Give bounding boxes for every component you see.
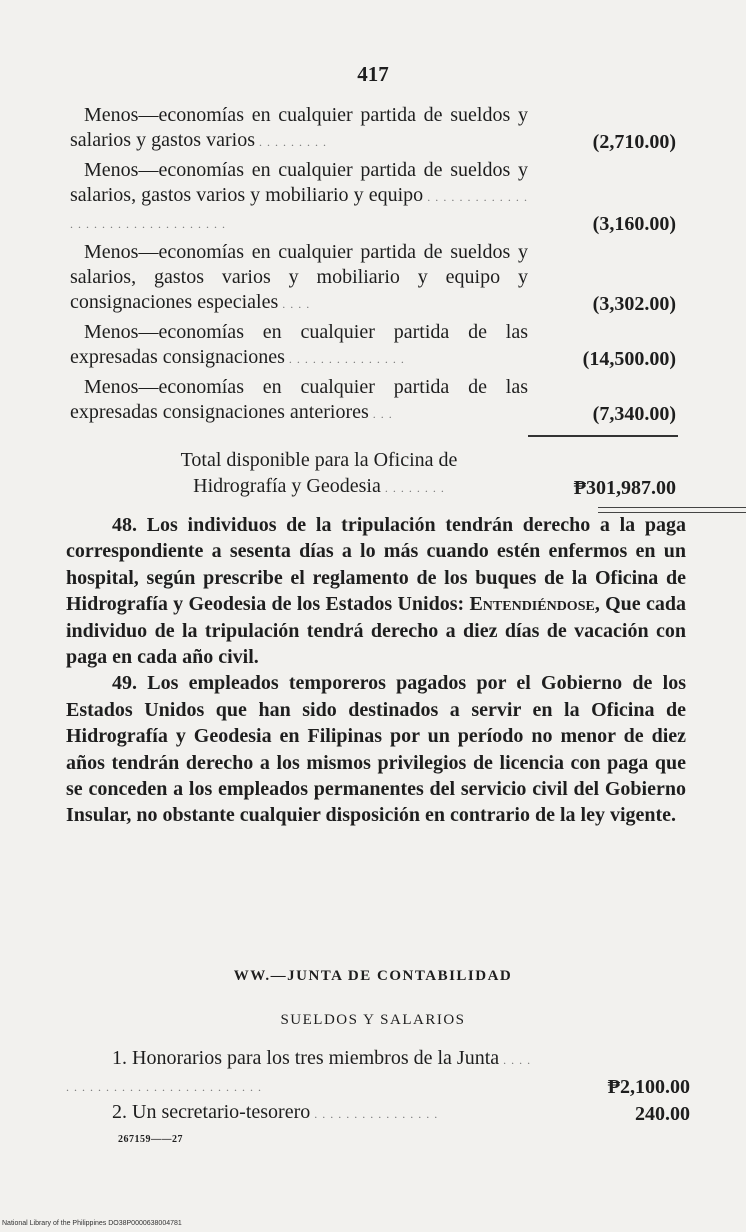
sum-rule (528, 435, 678, 437)
salary-item-text: 2. Un secretario-tesorero (112, 1101, 311, 1123)
ledger-table (70, 103, 682, 513)
body-paragraphs (66, 512, 686, 829)
ledger-entry-amount: (3,302.00) (592, 293, 676, 315)
ledger-entry-text: Menos—economías en cualquier partida de las expresadas consignaciones (70, 321, 528, 368)
ledger-entry: Menos—economías en cualquier partida de sueldos y salarios, gastos varios y mobiliario y equipo y consignaciones especiales . . . . (3,302.00) (70, 240, 682, 317)
salary-list (66, 1046, 690, 1127)
salary-item: 2. Un secretario-tesorero . . . . . . . . . . . . . . . . 240.00 (112, 1101, 690, 1125)
subheading: SUELDOS Y SALARIOS (280, 1012, 466, 1028)
printer-code: 267159——27 (118, 1134, 183, 1145)
ledger-entry-text: Menos—economías en cualquier partida de las expresadas consignaciones anteriores (70, 376, 528, 423)
total-amount: ₱301,987.00 (573, 477, 676, 499)
ledger-entry: Menos—economías en cualquier partida de sueldos y salarios y gastos varios . . . . . . . . . (2,710.00) (70, 103, 682, 155)
total-label-line1: Total disponible para la Oficina de (180, 449, 458, 471)
total-row: Total disponible para la Oficina de Hidrografía y Geodesia . . . . . . . . ₱301,987.00 (70, 447, 682, 501)
ledger-entry-amount: (3,160.00) (592, 213, 676, 235)
ledger-entry-amount: (14,500.00) (582, 348, 676, 370)
salary-item-amount: 240.00 (635, 1103, 690, 1125)
salary-item: 1. Honorarios para los tres miembros de la Junta . . . . . . . . . . . . . . . . . . . . . . . . . . . . . ₱2,100.00 (66, 1047, 690, 1098)
paragraph-48: 48. Los individuos de la tripulación tendrán derecho a la paga correspondiente a sesenta días a lo más cuando estén enfermos en un hospital, según prescribe el reglamento de los buques de la Oficina de Hidrografía y Geodesia de los Estados Unidos: Entendiéndose, Que cada individuo de la tripulación tendrá derecho a diez días de vacación con paga en cada año civil. (66, 514, 686, 669)
section-heading: WW.—JUNTA DE CONTABILIDAD (233, 968, 513, 984)
ledger-entry: Menos—economías en cualquier partida de las expresadas consignaciones . . . . . . . . . . . . . . . (14,500.00) (70, 320, 682, 372)
page-number: 417 (357, 62, 389, 86)
paragraph-49: 49. Los empleados temporeros pagados por el Gobierno de los Estados Unidos que han sido destinados a servir en la Oficina de Hidrografía y Geodesia en Filipinas por un período no menor de diez años tendrán derecho a los mismos privilegios de licencia con paga que se conceden a los empleados permanentes del servicio civil del Gobierno Insular, no obstante cualquier disposición en contrario de la ley vigente. (66, 672, 686, 827)
ledger-entry-amount: (2,710.00) (592, 131, 676, 153)
ledger-entry-text: Menos—economías en cualquier partida de sueldos y salarios, gastos varios y mobiliario y equipo (70, 159, 528, 206)
ledger-entry-text: Menos—economías en cualquier partida de sueldos y salarios, gastos varios y mobiliario y equipo y consignaciones especiales (70, 241, 528, 313)
ledger-entry-text: Menos—economías en cualquier partida de sueldos y salarios y gastos varios (70, 104, 528, 151)
proviso-word: Entendiéndose, (469, 593, 600, 616)
footer-stamp: National Library of the Philippines DO38P0000638004781 (2, 1220, 182, 1227)
salary-item-amount: ₱2,100.00 (607, 1076, 690, 1098)
ledger-entry-amount: (7,340.00) (592, 403, 676, 425)
ledger-entry: Menos—economías en cualquier partida de sueldos y salarios, gastos varios y mobiliario y equipo . . . . . . . . . . . . . . . . . . . . . . . . . . . . . . . . . (3,160.00) (70, 158, 682, 237)
total-label-line2: Hidrografía y Geodesia (193, 475, 381, 497)
salary-item-text: 1. Honorarios para los tres miembros de la Junta (112, 1047, 500, 1069)
ledger-entry: Menos—economías en cualquier partida de las expresadas consignaciones anteriores . . . (7,340.00) (70, 375, 682, 427)
